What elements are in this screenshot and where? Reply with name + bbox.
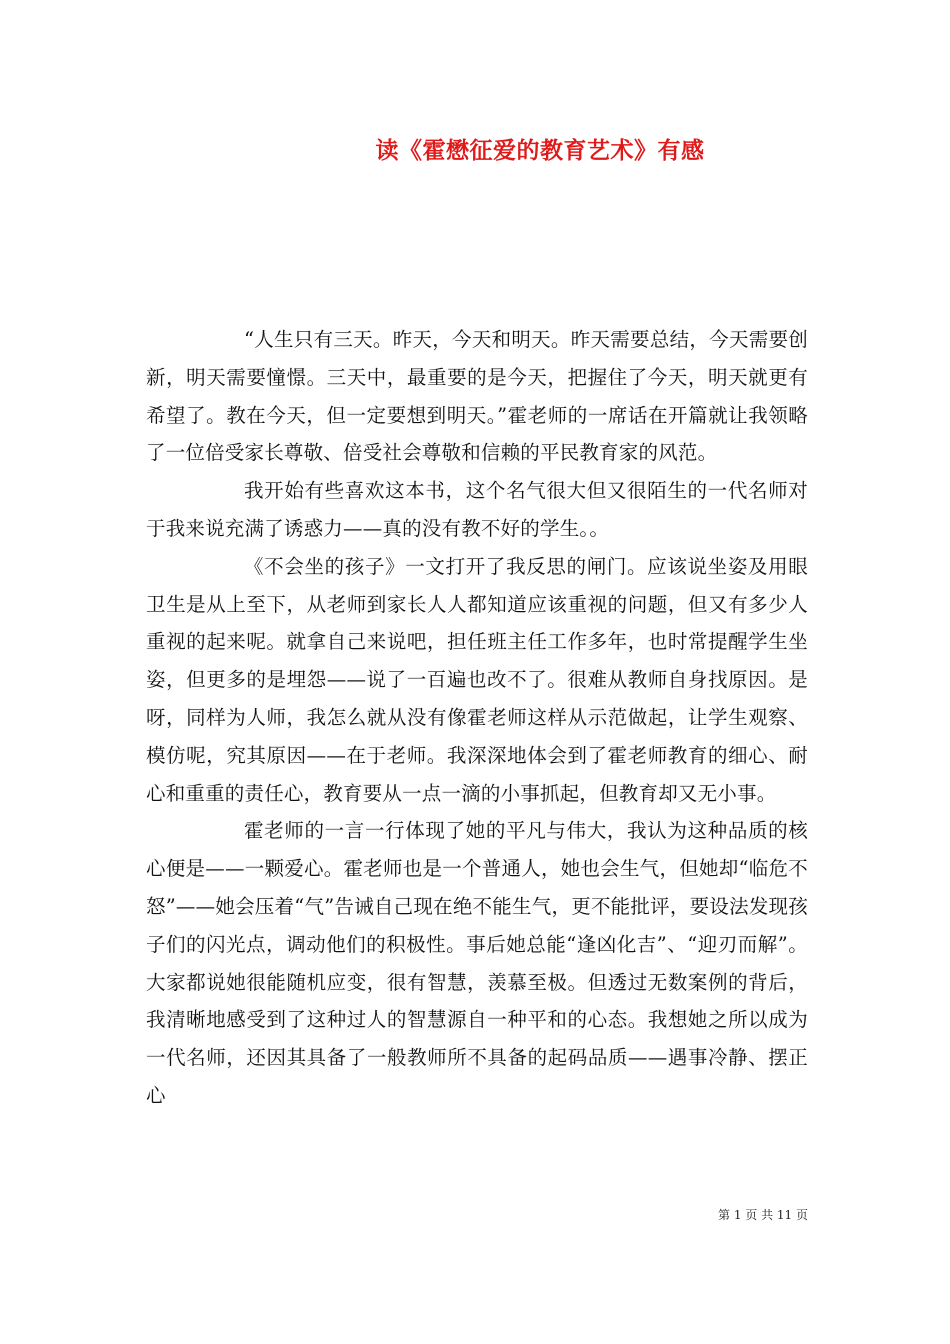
paragraph-2: 我开始有些喜欢这本书，这个名气很大但又很陌生的一代名师对于我来说充满了诱惑力——真的没有教不好的学生。。 (146, 479, 808, 540)
page-number-footer: 第 1 页 共 11 页 (718, 1208, 808, 1222)
document-title: 读《霍懋征爱的教育艺术》有感 (375, 137, 705, 164)
document-body (146, 321, 808, 1115)
paragraph-3: 《不会坐的孩子》一文打开了我反思的闸门。应该说坐姿及用眼卫生是从上至下，从老师到家长人人都知道应该重视的问题，但又有多少人重视的起来呢。就拿自己来说吧，担任班主任工作多年，也时常提醒学生坐姿，但更多的是埋怨——说了一百遍也改不了。很难从教师自身找原因。是呀，同样为人师，我怎么就从没有像霍老师这样从示范做起，让学生观察、模仿呢，究其原因——在于老师。我深深地体会到了霍老师教育的细心、耐心和重重的责任心，教育要从一点一滴的小事抓起，但教育却又无小事。 (146, 554, 808, 805)
paragraph-1: “人生只有三天。昨天，今天和明天。昨天需要总结，今天需要创新，明天需要憧憬。三天中，最重要的是今天，把握住了今天，明天就更有希望了。教在今天，但一定要想到明天。”霍老师的一席话在开篇就让我领略了一位倍受家长尊敬、倍受社会尊敬和信赖的平民教育家的风范。 (146, 328, 808, 465)
paragraph-4: 霍老师的一言一行体现了她的平凡与伟大，我认为这种品质的核心便是——一颗爱心。霍老师也是一个普通人，她也会生气，但她却“临危不怒”——她会压着“气”告诫自己现在绝不能生气，更不能批评，要设法发现孩子们的闪光点，调动他们的积极性。事后她总能“逢凶化吉”、“迎刃而解”。大家都说她很能随机应变，很有智慧，羡慕至极。但透过无数案例的背后，我清晰地感受到了这种过人的智慧源自一种平和的心态。我想她之所以成为一代名师，还因其具备了一般教师所不具备的起码品质——遇事冷静、摆正心 (146, 819, 808, 1107)
